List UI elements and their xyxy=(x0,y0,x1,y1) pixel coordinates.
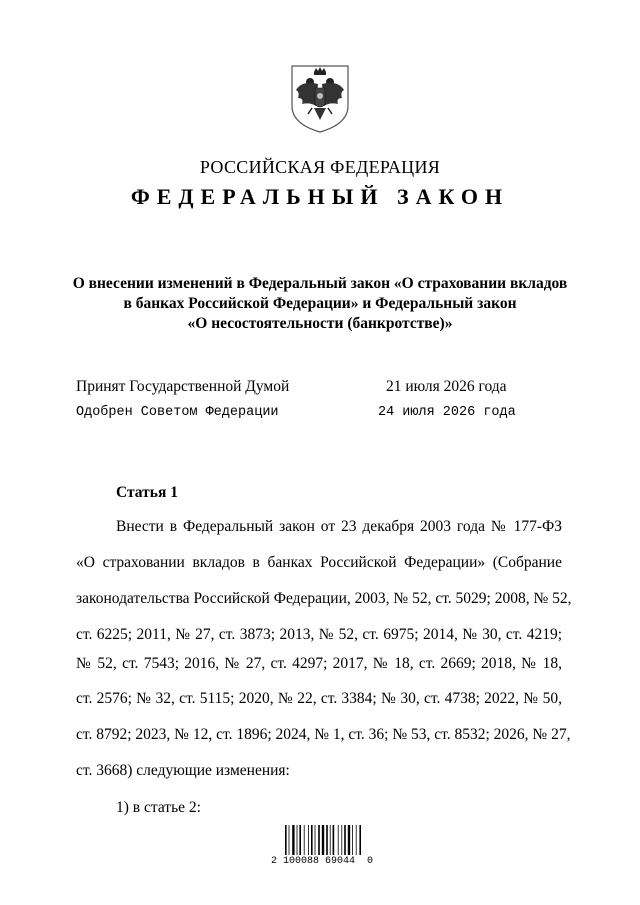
council-approval-label: Одобрен Советом Федерации xyxy=(76,405,279,420)
barcode-bar xyxy=(315,825,316,855)
document-type-heading: ФЕДЕРАЛЬНЫЙ ЗАКОН xyxy=(130,184,510,209)
article-text-line: ст. 3668) следующие изменения: xyxy=(76,762,290,779)
article-text-line: ст. 6225; 2011, № 27, ст. 3873; 2013, № 52, ст. 6975; 2014, № 30, ст. 4219; xyxy=(76,626,562,643)
barcode-bar xyxy=(311,825,313,855)
law-title-line: в банках Российской Федерации» и Федеральный закон xyxy=(123,295,517,312)
barcode-bar xyxy=(333,825,335,855)
barcode-bar xyxy=(338,825,339,855)
barcode-bar xyxy=(285,825,287,855)
barcode-bar xyxy=(289,825,290,855)
law-title-line: «О несостоятельности (банкротстве)» xyxy=(187,315,453,332)
article-text-line: «О страховании вкладов в банках Российской Федерации» (Собрание xyxy=(76,554,562,571)
barcode-bar xyxy=(356,825,357,855)
council-approval-date: 24 июля 2026 года xyxy=(378,405,516,420)
article-text-line: ст. 8792; 2023, № 12, ст. 1896; 2024, № 1, ст. 36; № 53, ст. 8532; 2026, № 27, xyxy=(76,726,571,743)
country-heading: РОССИЙСКАЯ ФЕДЕРАЦИЯ xyxy=(199,157,441,177)
barcode-bar xyxy=(304,825,305,855)
barcode-bar xyxy=(318,825,320,855)
article-text-line: Внести в Федеральный закон от 23 декабря 2003 года № 177-ФЗ xyxy=(116,518,562,535)
barcode-bar xyxy=(330,825,331,855)
article-text-line: ст. 2576; № 32, ст. 5115; 2020, № 22, ст. 3384; № 30, ст. 4738; 2022, № 50, xyxy=(76,690,562,707)
barcode-bar xyxy=(359,825,361,855)
double-headed-eagle-emblem-icon xyxy=(288,62,352,134)
barcode-bar xyxy=(348,825,350,855)
barcode-icon xyxy=(284,825,364,855)
law-title xyxy=(0,274,640,334)
article-text-line: законодательства Российской Федерации, 2003, № 52, ст. 5029; 2008, № 52, xyxy=(76,590,572,607)
duma-adoption-label: Принят Государственной Думой xyxy=(76,378,290,395)
barcode-bar xyxy=(352,825,353,855)
barcode-bar xyxy=(292,825,294,855)
barcode-bar xyxy=(308,825,309,855)
barcode-bar xyxy=(344,825,346,855)
barcode-bar xyxy=(297,825,298,855)
duma-adoption-date: 21 июля 2026 года xyxy=(386,378,507,395)
article-heading: Статья 1 xyxy=(116,484,178,501)
barcode-bar xyxy=(341,825,342,855)
barcode-bar xyxy=(326,825,328,855)
barcode-bar xyxy=(299,825,301,855)
barcode-bar xyxy=(322,825,324,855)
barcode-digits: 2 100088 69044 0 xyxy=(270,856,374,867)
law-title-line: О внесении изменений в Федеральный закон «О страховании вкладов xyxy=(72,275,568,292)
article-text-line: № 52, ст. 7543; 2016, № 27, ст. 4297; 2017, № 18, ст. 2669; 2018, № 18, xyxy=(76,655,562,672)
article-item-1: 1) в статье 2: xyxy=(116,799,201,816)
